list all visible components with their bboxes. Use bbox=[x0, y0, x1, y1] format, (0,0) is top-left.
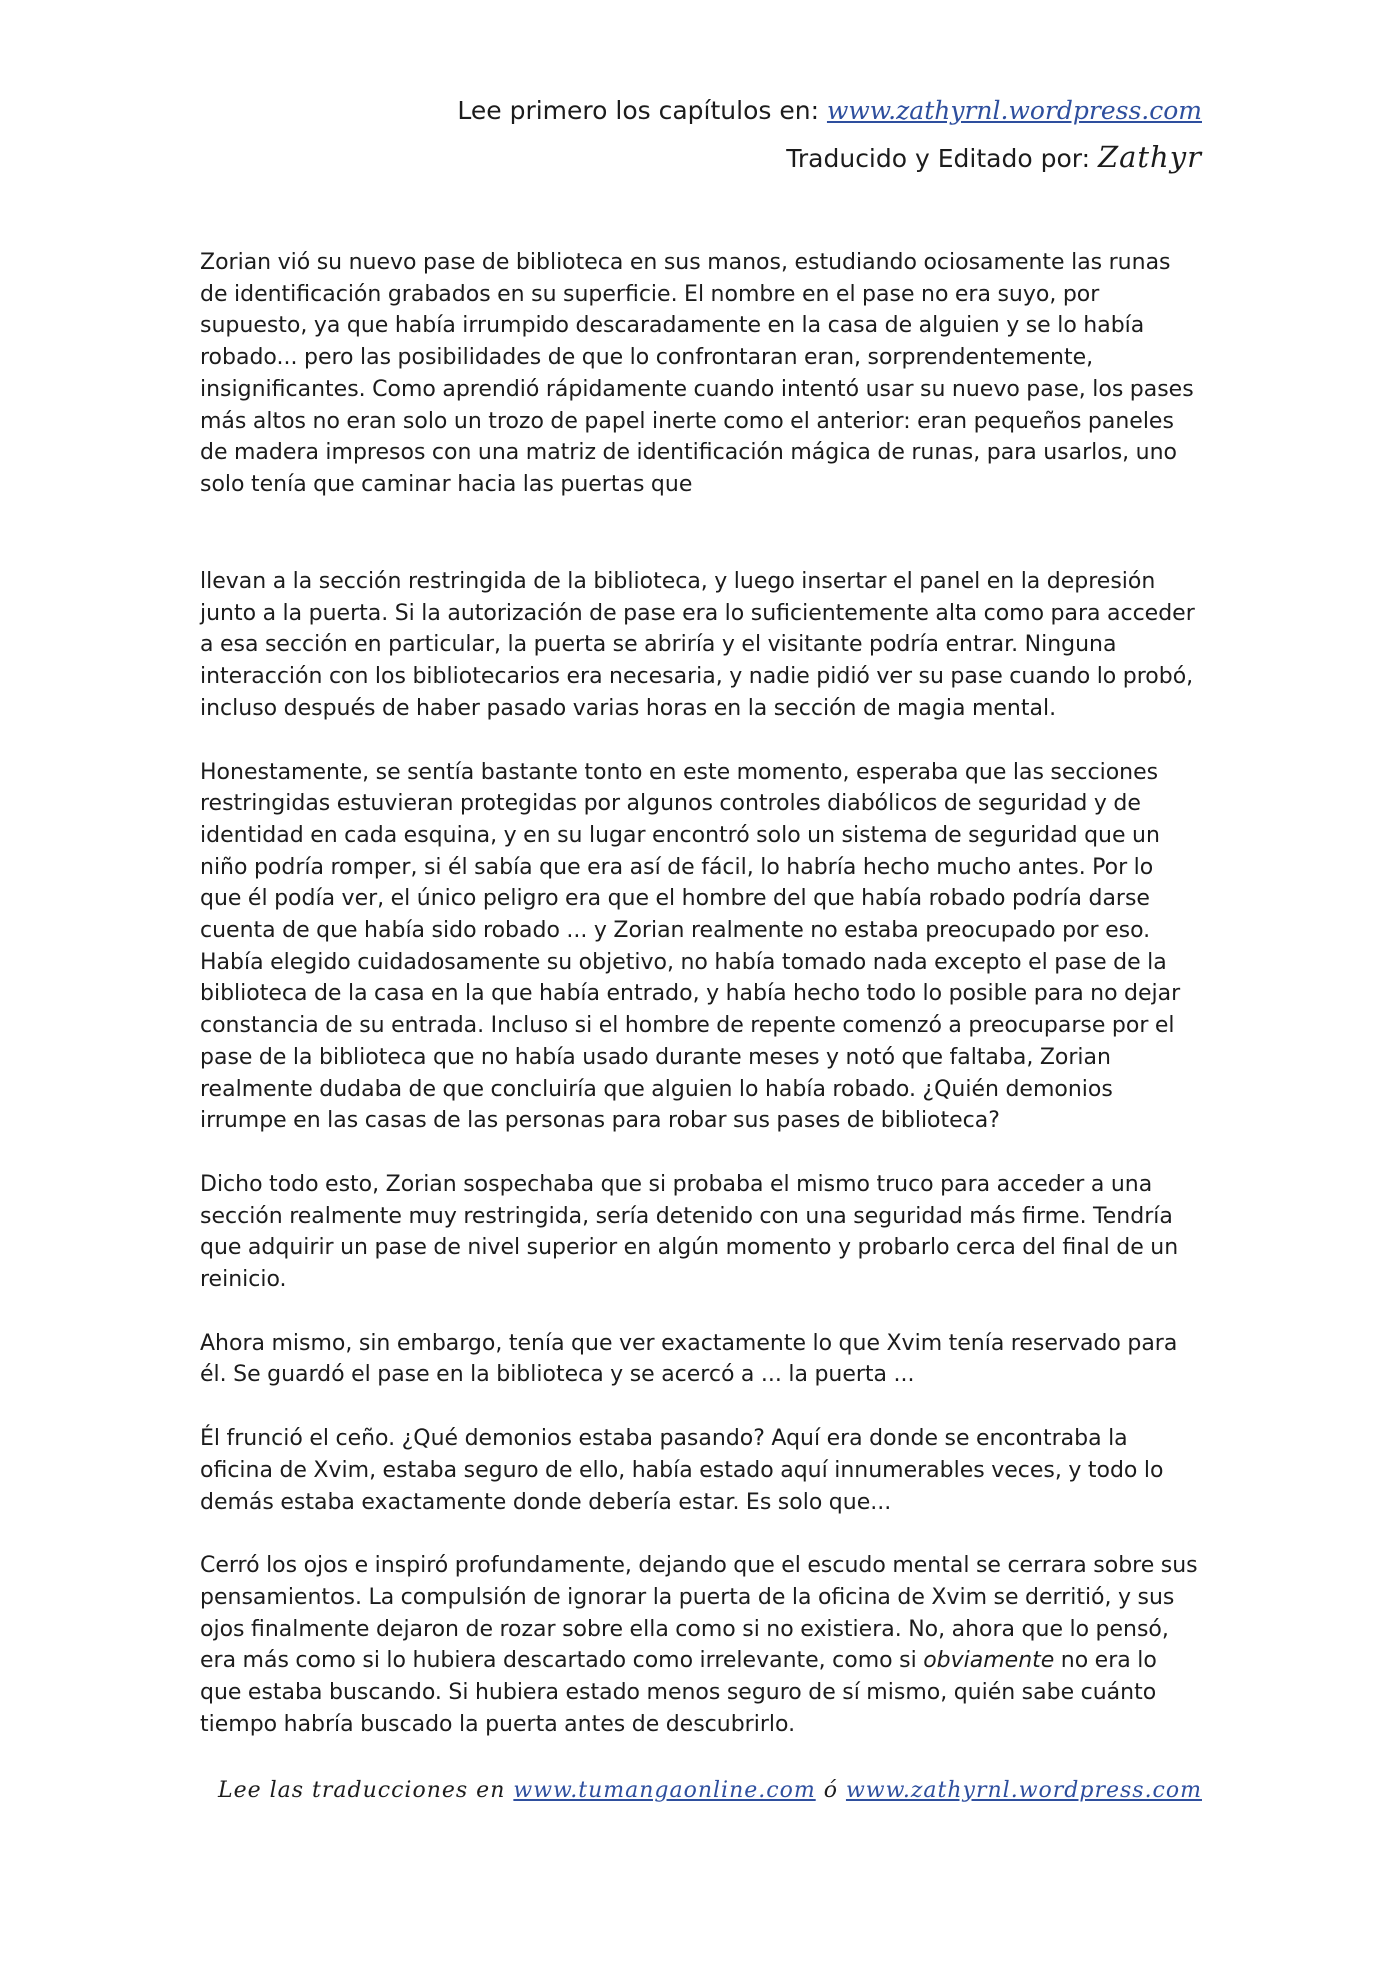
text-block-top bbox=[200, 247, 1200, 533]
footer-site-link[interactable]: www.zathyrnl.wordpress.com bbox=[845, 1778, 1202, 1803]
emphasis-text: obviamente bbox=[923, 1648, 1055, 1674]
page-footer bbox=[218, 1778, 1202, 1803]
paragraph bbox=[200, 1550, 1200, 1740]
header-chapters-label: Lee primero los capítulos en: bbox=[457, 96, 819, 125]
header-translator-label: Traducido y Editado por: bbox=[786, 144, 1091, 173]
header-line-chapters bbox=[457, 88, 1202, 134]
footer-tumangaonline-link[interactable]: www.tumangaonline.com bbox=[513, 1778, 816, 1803]
paragraph: Zorian vió su nuevo pase de biblioteca en sus manos, estudiando ociosamente las runas de identificación grabados en su superficie. El nombre en el pase no era suyo, por supuesto, ya que había irrumpido descaradamente en la casa de alguien y se lo había robado... pero las posibilidades de que lo confrontaran eran, sorprendentemente, insignificantes. Como aprendió rápidamente cuando intentó usar su nuevo pase, los pases más altos no eran solo un trozo de papel inerte como el anterior: eran pequeños paneles de madera impresos con una matriz de identificación mágica de runas, para usarlos, uno solo tenía que caminar hacia las puertas que bbox=[200, 250, 1194, 497]
footer-label: Lee las traducciones en bbox=[217, 1778, 506, 1803]
paragraph-text: no era lo que estaba buscando. Si hubiera estado menos seguro de sí mismo, quién sabe cuánto tiempo habría buscado la puerta antes de descubrirlo. bbox=[200, 1648, 1157, 1737]
header-line-translator bbox=[457, 134, 1202, 182]
paragraph: Dicho todo esto, Zorian sospechaba que si probaba el mismo truco para acceder a una sección realmente muy restringida, sería detenido con una seguridad más firme. Tendría que adquirir un pase de nivel superior en algún momento y probarlo cerca del final de un reinicio. bbox=[200, 1171, 1179, 1293]
page-header bbox=[457, 88, 1202, 182]
paragraph: llevan a la sección restringida de la biblioteca, y luego insertar el panel en la depresión junto a la puerta. Si la autorización de pase era lo suficientemente alta como para acceder a esa sección en particular, la puerta se abriría y el visitante podría entrar. Ninguna interacción con los bibliotecarios era necesaria, y nadie pidió ver su pase cuando lo probó, incluso después de haber pasado varias horas en la sección de magia mental. bbox=[200, 569, 1195, 721]
paragraph: Honestamente, se sentía bastante tonto en este momento, esperaba que las secciones restringidas estuvieran protegidas por algunos controles diabólicos de seguridad y de identidad en cada esquina, y en su lugar encontró solo un sistema de seguridad que un niño podría romper, si él sabía que era así de fácil, lo habría hecho mucho antes. Por lo que él podía ver, el único peligro era que el hombre del que había robado podría darse cuenta de que había sido robado ... y Zorian realmente no estaba preocupado por eso. Había elegido cuidadosamente su objetivo, no había tomado nada excepto el pase de la biblioteca de la casa en la que había entrado, y había hecho todo lo posible para no dejar constancia de su entrada. Incluso si el hombre de repente comenzó a preocuparse por el pase de la biblioteca que no había usado durante meses y notó que faltaba, Zorian realmente dudaba de que concluiría que alguien lo había robado. ¿Quién demonios irrumpe en las casas de las personas para robar sus pases de biblioteca? bbox=[200, 759, 1181, 1134]
paragraph: Él frunció el ceño. ¿Qué demonios estaba pasando? Aquí era donde se encontraba la oficina de Xvim, estaba seguro de ello, había estado aquí innumerables veces, y todo lo demás estaba exactamente donde debería estar. Es solo que... bbox=[200, 1426, 1164, 1515]
paragraph: Ahora mismo, sin embargo, tenía que ver exactamente lo que Xvim tenía reservado para él. Se guardó el pase en la biblioteca y se acercó a ... la puerta ... bbox=[200, 1330, 1178, 1388]
text-block-main bbox=[200, 566, 1200, 1773]
header-site-link[interactable]: www.zathyrnl.wordpress.com bbox=[826, 96, 1202, 125]
translator-name: Zathyr bbox=[1097, 140, 1202, 174]
paragraph-text: Cerró los ojos e inspiró profundamente, dejando que el escudo mental se cerrara sobre sus pensamientos. La compulsión de ignorar la puerta de la oficina de Xvim se derritió, y sus ojos finalmente dejaron de rozar sobre ella como si no existiera. No, ahora que lo pensó, era más como si lo hubiera descartado como irrelevante, como si bbox=[200, 1553, 1198, 1674]
footer-separator: ó bbox=[823, 1778, 838, 1803]
